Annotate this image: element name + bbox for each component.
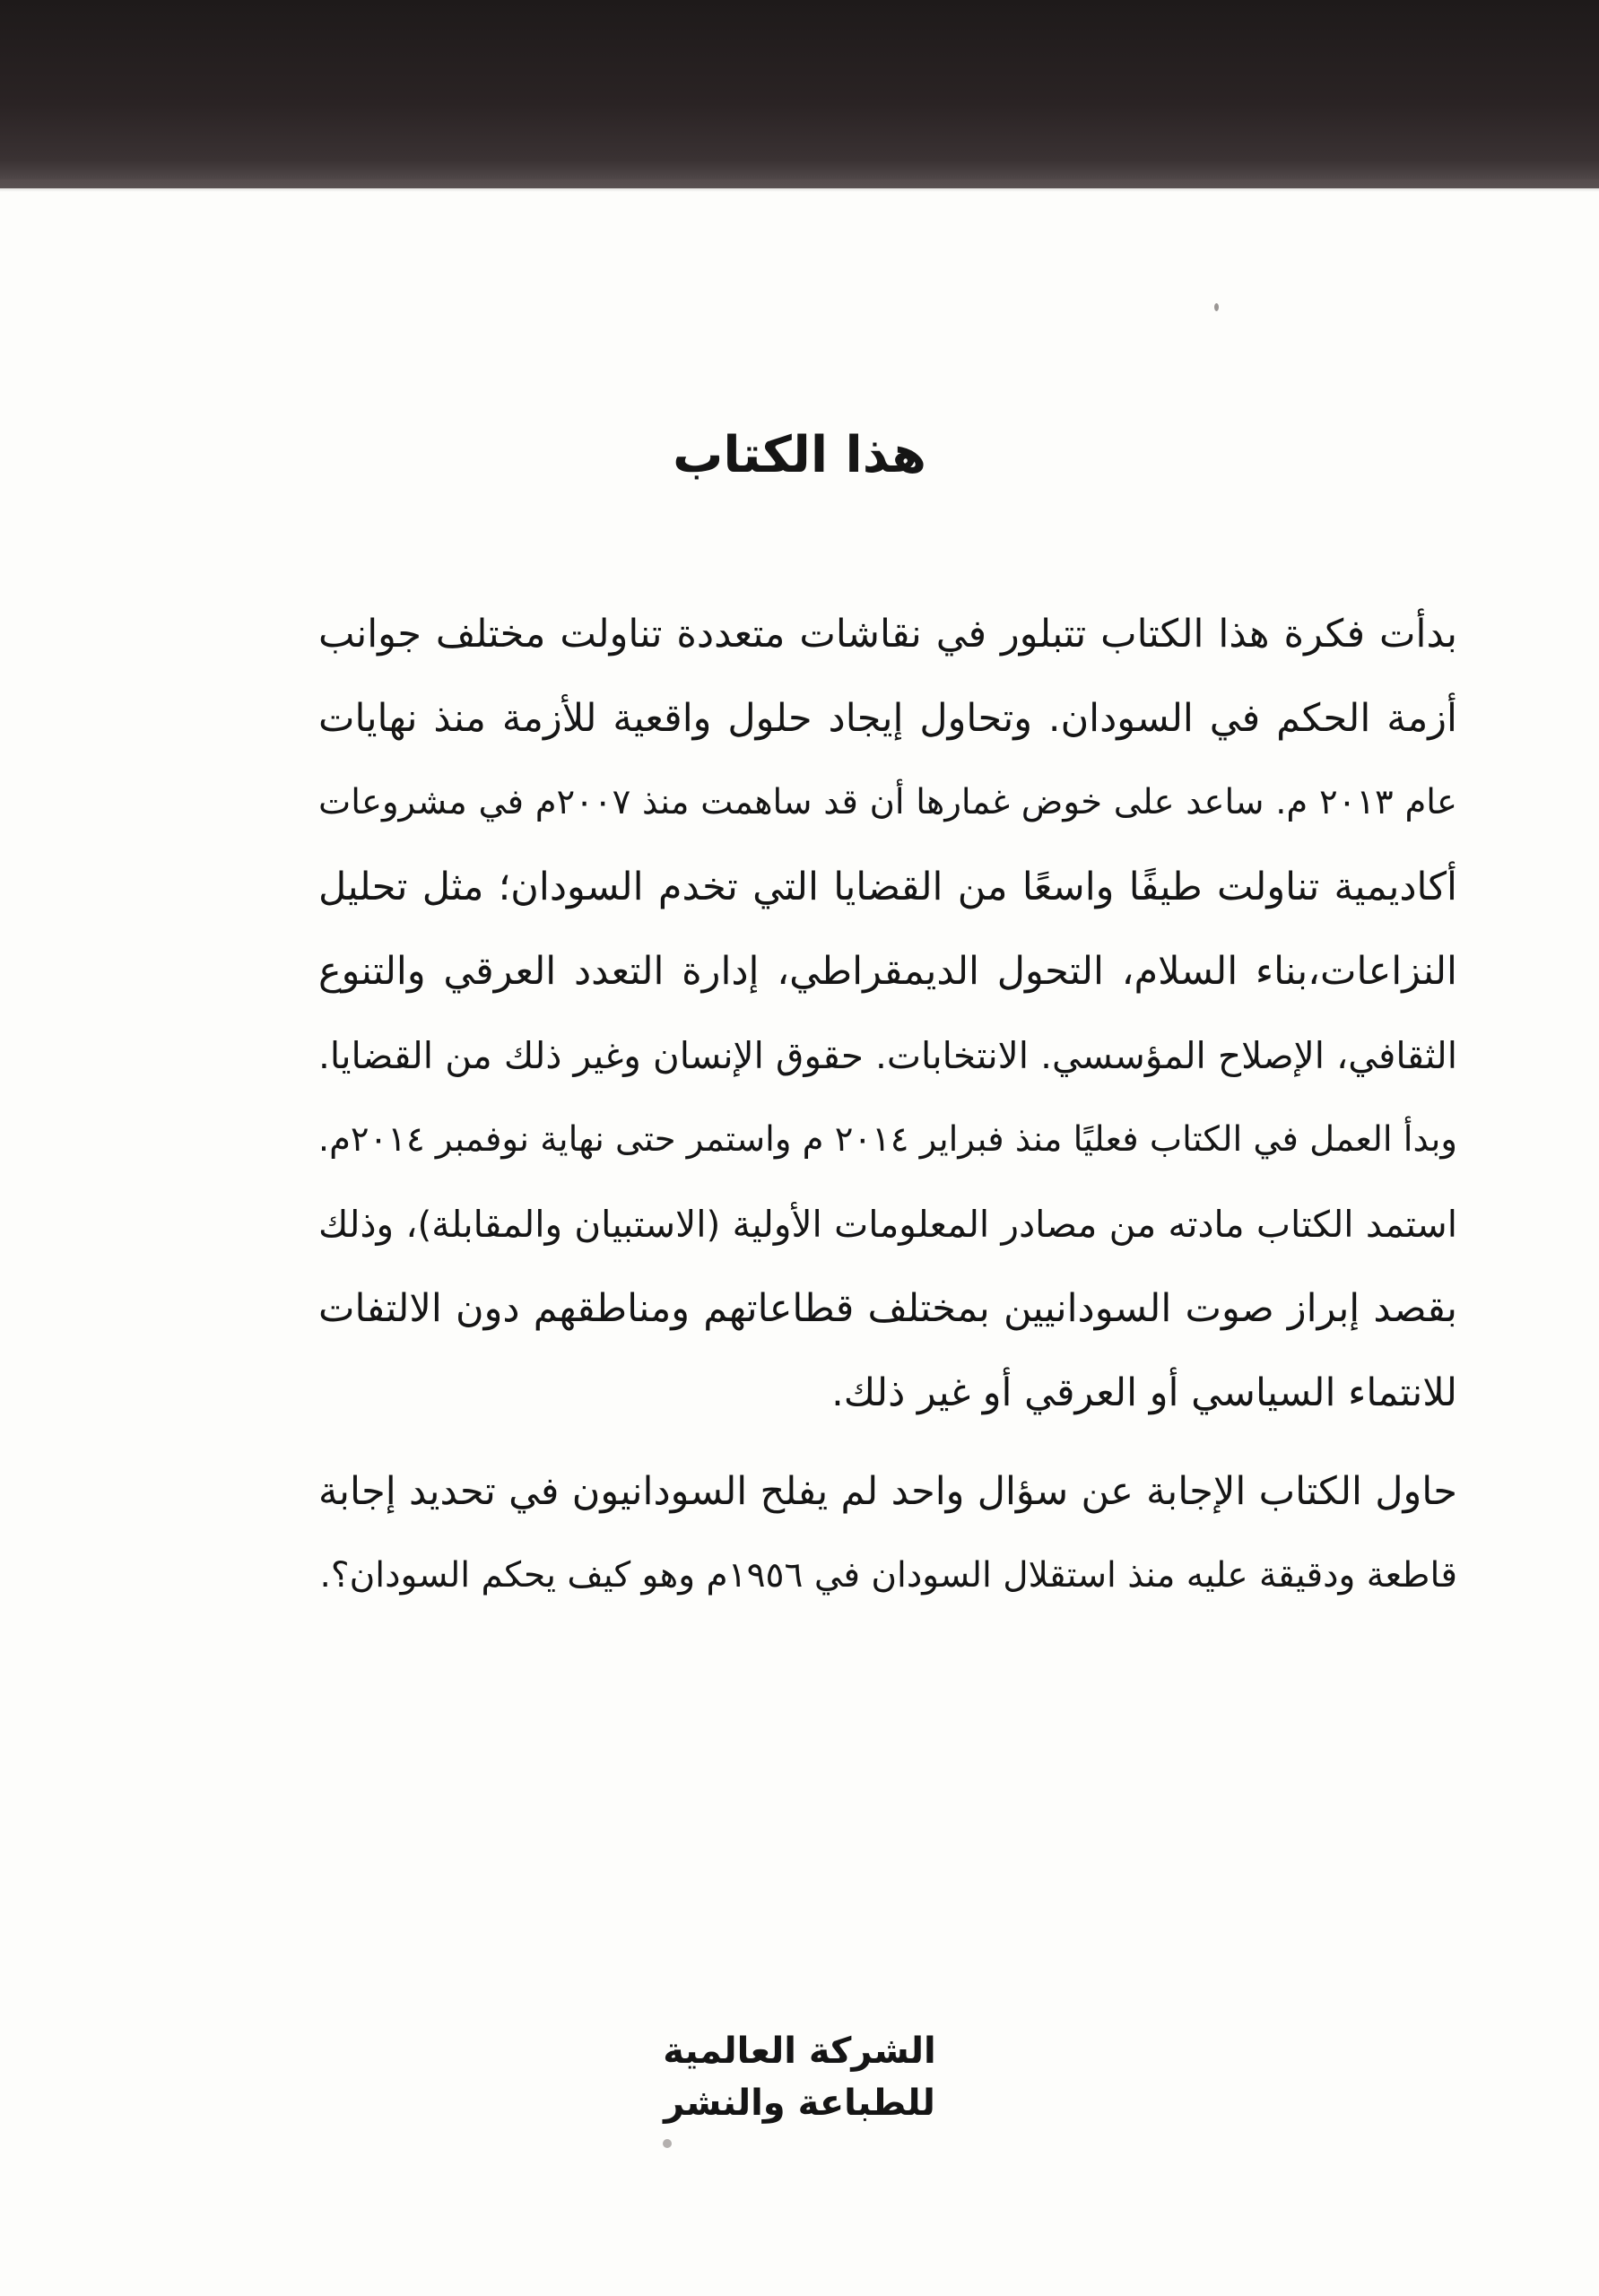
paper-speck <box>663 2139 672 2148</box>
back-cover-blurb <box>318 592 1457 1618</box>
text-line: حاول الكتاب الإجابة عن سؤال واحد لم يفلح السودانيون في تحديد إجابة <box>318 1469 1457 1514</box>
text-line: بدأت فكرة هذا الكتاب تتبلور في نقاشات متعددة تناولت مختلف جوانب <box>318 612 1457 657</box>
cover-dark-band <box>0 0 1599 188</box>
text-line: أكاديمية تناولت طيفًا واسعًا من القضايا التي تخدم السودان؛ مثل تحليل <box>318 865 1457 909</box>
publisher-line: للطباعة والنشر <box>664 2083 935 2124</box>
text-line: وبدأ العمل في الكتاب فعليًا منذ فبراير ٢٠١٤ م واستمر حتى نهاية نوفمبر ٢٠١٤م. <box>317 1119 1457 1160</box>
text-line: عام ٢٠١٣ م. ساعد على خوض غمارها أن قد ساهمت منذ ٢٠٠٧م في مشروعات <box>318 782 1457 822</box>
text-line: قاطعة ودقيقة عليه منذ استقلال السودان في ١٩٥٦م وهو كيف يحكم السودان؟. <box>319 1555 1457 1596</box>
cover-band-shadow <box>0 179 1599 192</box>
publisher-name <box>0 2025 1599 2129</box>
page-title: هذا الكتاب <box>673 426 926 484</box>
text-line: النزاعات،بناء السلام، التحول الديمقراطي، إدارة التعدد العرقي والتنوع <box>318 949 1457 994</box>
paper-speck <box>1214 303 1219 311</box>
paragraph <box>318 1449 1457 1618</box>
text-line: الثقافي، الإصلاح المؤسسي. الانتخابات. حقوق الإنسان وغير ذلك من القضايا. <box>318 1034 1457 1077</box>
paragraph-gap <box>318 1435 1457 1449</box>
text-line: للانتماء السياسي أو العرقي أو غير ذلك. <box>831 1370 1457 1415</box>
text-line: أزمة الحكم في السودان. وتحاول إيجاد حلول واقعية للأزمة منذ نهايات <box>318 696 1457 741</box>
text-line: بقصد إبراز صوت السودانيين بمختلف قطاعاتهم ومناطقهم دون الالتفات <box>318 1286 1457 1331</box>
text-line: استمد الكتاب مادته من مصادر المعلومات الأولية (الاستبيان والمقابلة)، وذلك <box>318 1203 1457 1246</box>
publisher-line: الشركة العالمية <box>663 2031 936 2072</box>
paragraph <box>318 592 1457 1435</box>
